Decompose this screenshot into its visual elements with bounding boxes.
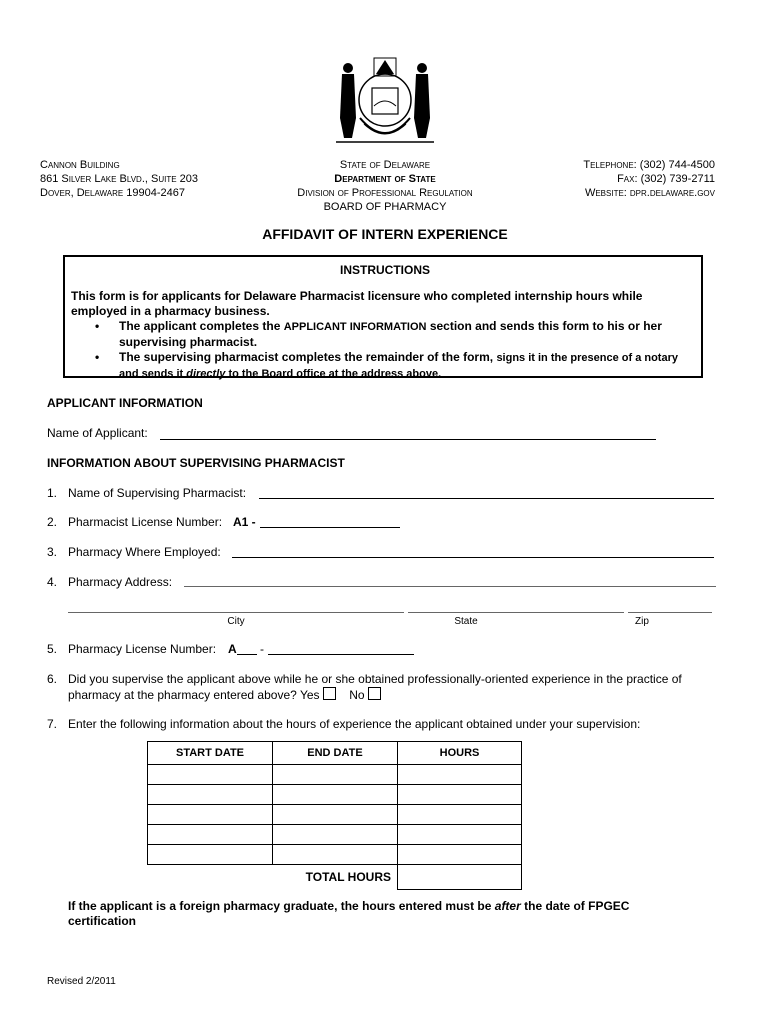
q5-label: Pharmacy License Number: (68, 642, 217, 656)
zip-caption: Zip (635, 616, 649, 627)
state-name: State of Delaware (339, 159, 431, 171)
q5-number: 5. (47, 642, 58, 656)
hours-header: HOURS (398, 742, 522, 765)
table-row (148, 785, 522, 805)
agency-block (260, 158, 510, 214)
start-date-header: START DATE (148, 742, 273, 765)
q6-number: 6. (47, 672, 58, 686)
q4-label: Pharmacy Address: (68, 575, 173, 589)
start-date-cell[interactable] (148, 765, 273, 785)
q2-label: Pharmacist License Number: (68, 515, 223, 529)
hours-cell[interactable] (398, 845, 522, 865)
q4-number: 4. (47, 575, 58, 589)
start-date-cell[interactable] (148, 825, 273, 845)
table-header-row (148, 742, 522, 765)
instructions-heading: INSTRUCTIONS (340, 263, 430, 277)
total-row (148, 865, 522, 890)
building-name: Cannon Building (40, 159, 120, 171)
q7-number: 7. (47, 717, 58, 731)
no-checkbox[interactable] (368, 687, 381, 700)
city-caption: City (227, 616, 245, 627)
division-name: Division of Professional Regulation (297, 187, 473, 199)
state-field[interactable] (408, 612, 624, 613)
end-date-cell[interactable] (273, 825, 398, 845)
hours-cell[interactable] (398, 765, 522, 785)
start-date-cell[interactable] (148, 785, 273, 805)
state-caption: State (454, 616, 478, 627)
pharmacy-license-type-field[interactable] (237, 654, 257, 655)
applicant-section-heading: APPLICANT INFORMATION (47, 396, 203, 410)
table-row (148, 845, 522, 865)
telephone: Telephone: (302) 744-4500 (583, 159, 715, 171)
instructions-box (63, 255, 703, 378)
q2-prefix: A1 - (233, 515, 256, 529)
start-date-cell[interactable] (148, 805, 273, 825)
office-address (40, 158, 198, 200)
delaware-state-seal (330, 48, 440, 156)
hours-cell[interactable] (398, 785, 522, 805)
applicant-name-field[interactable] (160, 439, 656, 440)
hours-cell[interactable] (398, 805, 522, 825)
end-date-header: END DATE (273, 742, 398, 765)
q7-label: Enter the following information about the hours of experience the applicant obtained under your supervision: (68, 717, 641, 731)
end-date-cell[interactable] (273, 765, 398, 785)
q3-label: Pharmacy Where Employed: (68, 545, 221, 559)
supervising-pharmacist-name-field[interactable] (259, 498, 714, 499)
street-address: 861 Silver Lake Blvd., Suite 203 (40, 173, 198, 185)
q2-number: 2. (47, 515, 58, 529)
department-name: Department of State (334, 173, 436, 185)
q1-number: 1. (47, 486, 58, 500)
yes-label: Yes (299, 688, 320, 702)
end-date-cell[interactable] (273, 805, 398, 825)
q6-line1: Did you supervise the applicant above while he or she obtained professionally-oriented experience in the practice of (68, 672, 682, 686)
q3-number: 3. (47, 545, 58, 559)
end-date-cell[interactable] (273, 845, 398, 865)
instruction-bullet-1: • The applicant completes the APPLICANT INFORMATION section and sends this form to his or her supervising pharmacist. (95, 319, 662, 349)
q1-label: Name of Supervising Pharmacist: (68, 486, 247, 500)
instructions-intro: This form is for applicants for Delaware Pharmacist licensure who completed internship hours while employed in a pharmacy business. (71, 289, 643, 318)
zip-field[interactable] (628, 612, 712, 613)
q5-dash: - (260, 642, 264, 656)
form-title: AFFIDAVIT OF INTERN EXPERIENCE (262, 226, 508, 242)
yes-checkbox[interactable] (323, 687, 336, 700)
instruction-bullet-2: • The supervising pharmacist completes the remainder of the form, signs it in the presence of a notary and sends it directly to the Board office at the address above. (95, 350, 678, 380)
total-hours-cell[interactable] (398, 865, 522, 890)
revision-date: Revised 2/2011 (47, 976, 116, 987)
hours-cell[interactable] (398, 825, 522, 845)
table-row (148, 765, 522, 785)
hours-table (147, 741, 522, 890)
pharmacy-license-number-field[interactable] (268, 654, 414, 655)
foreign-graduate-note: If the applicant is a foreign pharmacy graduate, the hours entered must be after the date of FPGEC certification (68, 899, 630, 928)
pharmacy-employed-field[interactable] (232, 557, 714, 558)
start-date-cell[interactable] (148, 845, 273, 865)
table-row (148, 805, 522, 825)
contact-block (520, 158, 715, 200)
board-name: BOARD OF PHARMACY (323, 201, 447, 213)
no-label: No (349, 688, 365, 702)
city-field[interactable] (68, 612, 404, 613)
total-hours-label: TOTAL HOURS (305, 870, 391, 885)
supervisor-section-heading: INFORMATION ABOUT SUPERVISING PHARMACIST (47, 456, 345, 470)
applicant-name-label: Name of Applicant: (47, 426, 148, 440)
fax: Fax: (302) 739-2711 (617, 173, 715, 185)
pharmacist-license-field[interactable] (260, 527, 400, 528)
website: Website: dpr.delaware.gov (584, 187, 715, 199)
city-address: Dover, Delaware 19904-2467 (40, 187, 185, 199)
end-date-cell[interactable] (273, 785, 398, 805)
q5-prefix: A (228, 642, 237, 656)
table-row (148, 825, 522, 845)
instructions-text (71, 289, 696, 382)
pharmacy-address-field[interactable] (184, 586, 716, 587)
q6-question: pharmacy at the pharmacy entered above? Yes No (68, 687, 381, 702)
